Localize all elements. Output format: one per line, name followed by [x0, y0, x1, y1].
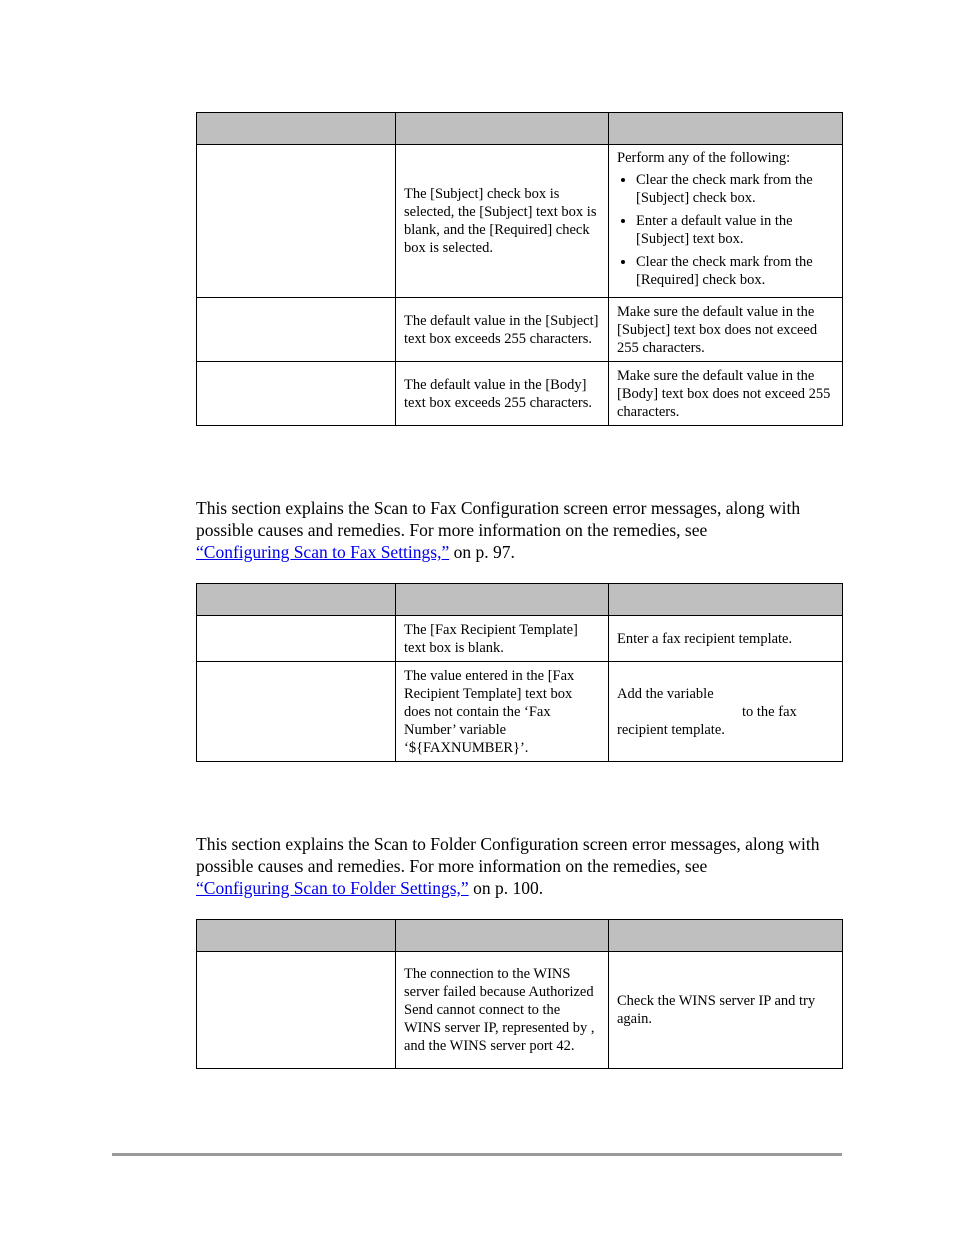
table-row — [197, 362, 843, 426]
remedy-line-1: Add the variable — [617, 685, 714, 702]
remedy-cell: Make sure the default value in the [Subject] text box does not exceed 255 characters. — [609, 298, 843, 362]
remedy-item: • Clear the check mark from the [Required] check box. — [636, 253, 834, 289]
table-header-row — [197, 113, 843, 145]
fax-page-ref: on p. 97. — [449, 542, 515, 562]
message-cell — [197, 662, 396, 762]
folder-section-intro — [196, 833, 856, 899]
table-row — [197, 662, 843, 762]
footer-rule — [112, 1153, 842, 1156]
remedy-item: • Clear the check mark from the [Subject] check box. — [636, 171, 834, 207]
email-errors-table — [196, 112, 843, 426]
header-cell-message — [197, 113, 396, 145]
header-cell-cause — [396, 920, 609, 952]
header-cell-remedy — [609, 113, 843, 145]
header-cell-cause — [396, 113, 609, 145]
table-row — [197, 298, 843, 362]
fax-section-intro — [196, 497, 856, 563]
fax-errors-table — [196, 583, 843, 762]
cause-cell: The [Subject] check box is selected, the [Subject] text box is blank, and the [Required] check box is selected. — [396, 145, 609, 298]
table-row — [197, 616, 843, 662]
table-header-row — [197, 584, 843, 616]
remedy-cell — [609, 662, 843, 762]
message-cell — [197, 952, 396, 1069]
header-cell-remedy — [609, 584, 843, 616]
remedy-list — [617, 171, 834, 289]
header-cell-remedy — [609, 920, 843, 952]
folder-errors-table — [196, 919, 843, 1069]
header-cell-message — [197, 920, 396, 952]
remedy-line-3: recipient template. — [617, 721, 725, 738]
remedy-line-2: to the fax — [742, 703, 797, 720]
remedy-cell — [609, 145, 843, 298]
table-row — [197, 145, 843, 298]
cause-cell: The default value in the [Subject] text box exceeds 255 characters. — [396, 298, 609, 362]
folder-intro-text: This section explains the Scan to Folder Configuration screen error messages, along with possible causes and remedies. For more information on the remedies, see — [196, 834, 820, 876]
fax-settings-link[interactable]: “Configuring Scan to Fax Settings,” — [196, 542, 450, 562]
remedy-cell: Check the WINS server IP and try again. — [609, 952, 843, 1069]
message-cell — [197, 362, 396, 426]
table-row — [197, 952, 843, 1069]
remedy-cell: Enter a fax recipient template. — [609, 616, 843, 662]
remedy-item: • Enter a default value in the [Subject] text box. — [636, 212, 834, 248]
cause-cell: The default value in the [Body] text box exceeds 255 characters. — [396, 362, 609, 426]
message-cell — [197, 616, 396, 662]
cause-cell: The [Fax Recipient Template] text box is blank. — [396, 616, 609, 662]
message-cell — [197, 145, 396, 298]
table-header-row — [197, 920, 843, 952]
cause-cell: The connection to the WINS server failed because Authorized Send cannot connect to the WINS server IP, represented by , and the WINS server port 42. — [396, 952, 609, 1069]
header-cell-cause — [396, 584, 609, 616]
fax-intro-text: This section explains the Scan to Fax Configuration screen error messages, along with possible causes and remedies. For more information on the remedies, see — [196, 498, 801, 540]
remedy-intro: Perform any of the following: — [617, 150, 791, 166]
folder-settings-link[interactable]: “Configuring Scan to Folder Settings,” — [196, 878, 469, 898]
message-cell — [197, 298, 396, 362]
cause-cell: The value entered in the [Fax Recipient Template] text box does not contain the ‘Fax Number’ variable ‘${FAXNUMBER}’. — [396, 662, 609, 762]
folder-page-ref: on p. 100. — [468, 878, 544, 898]
remedy-cell: Make sure the default value in the [Body] text box does not exceed 255 characters. — [609, 362, 843, 426]
header-cell-message — [197, 584, 396, 616]
